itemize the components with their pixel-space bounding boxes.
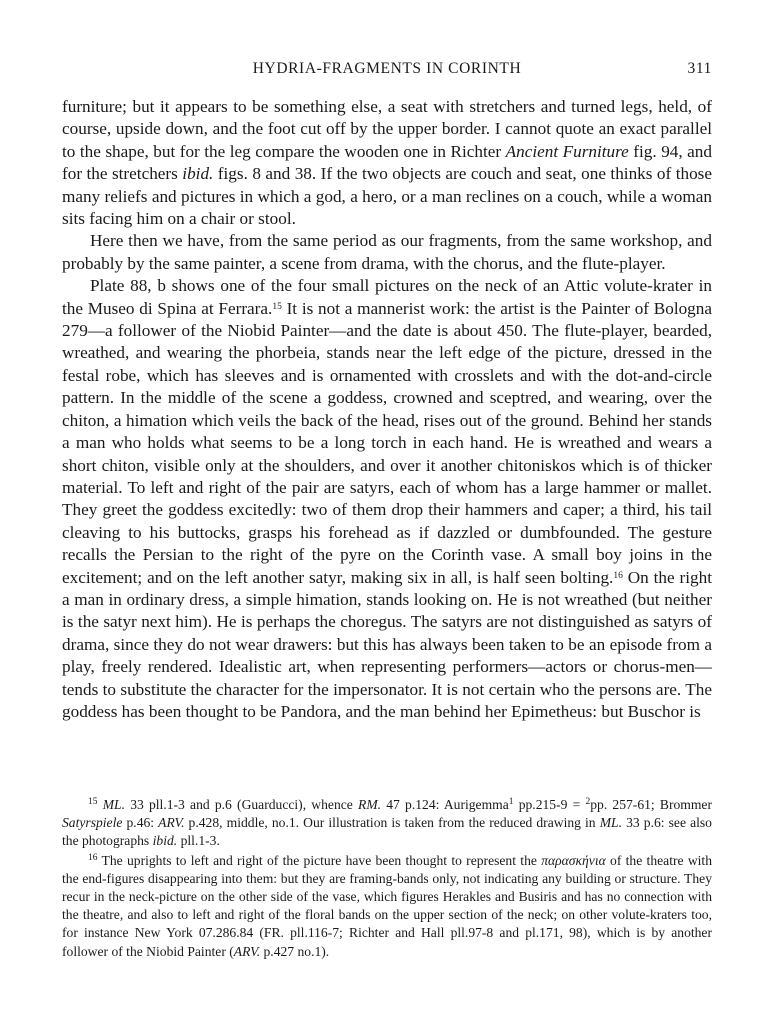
paragraph-scene-from-drama: Here then we have, from the same period as our fragments, from the same workshop, and probably by the same painter, a scene from drama, with the chorus, and the flute-player.	[62, 231, 712, 273]
running-title: HYDRIA-FRAGMENTS IN CORINTH	[252, 60, 522, 77]
footnote-mark: 16	[88, 852, 98, 863]
footnotes	[62, 796, 712, 961]
footnote-mark: 1	[508, 797, 514, 807]
footnote-mark: 2	[585, 797, 591, 807]
italic-text: Satyrspiele	[62, 815, 123, 831]
footnote-15: $^{15}$ ML. 33 pll.1-3 and p.6 (Guarducci), whence RM. 47 p.124: Aurigemma$^1$ pp.215-9 = $^2$pp. 257-61; Brommer Satyrspiele p.46: ARV. p.428, middle, no.1. Our illustration is taken from the reduced drawing in ML. 33 p.6: see also the photographs ibid. pll.1-3.	[62, 797, 712, 849]
paragraph-plate-88: Plate 88, b shows one of the four small pictures on the neck of an Attic volute-krater in the Museo di Spina at Ferrara.$^{15}$ It is not a mannerist work: the artist is the Painter of Bologna 279—a follower of the Niobid Painter—and the date is about 450. The flute-player, bearded, wreathed, and wearing the phorbeia, stands near the left edge of the picture, dressed in the festal robe, which has sleeves and is ornamented with crosslets and with the dot-and-circle pattern. In the middle of the scene a goddess, crowned and sceptred, and wearing, over the chiton, a himation which veils the back of the head, rises out of the ground. Behind her stands a man who holds what seems to be a long torch in each hand. He is wreathed and wears a short chiton, visible only at the shoulders, and over it another chitoniskos which is of thicker material. To left and right of the pair are satyrs, each of whom has a large hammer or mallet. They greet the goddess excitedly: two of them drop their hammers and caper; a third, his tail cleaving to his buttocks, grasps his forehead as if dazzled or dumbfounded. The gesture recalls the Persian to the right of the pyre on the Corinth vase. A small boy joins in the excitement; and on the left another satyr, making six in all, is half seen bolting.$^{16}$ On the right a man in ordinary dress, a simple himation, stands looking on. He is not wreathed (but neither is the satyr next him). He is perhaps the choregus. The satyrs are not distinguished as satyrs of drama, since they do not wear drawers: but this has always been taken to be an episode from a play, freely rendered. Idealistic art, when representing performers—actors or chorus-men—tends to substitute the character for the impersonator. It is not certain who the persons are. The goddess has been thought to be Pandora, and the man behind her Epimetheus: but Buschor is	[62, 276, 713, 721]
italic-text: ARV.	[233, 943, 261, 959]
italic-text: ARV.	[158, 815, 185, 831]
paragraph-furniture: furniture; but it appears to be something else, a seat with stretchers and turned legs, held, of course, upside down, and the foot cut off by the upper border. I cannot quote an exact parallel to the shape, but for the leg compare the wooden one in Richter Ancient Furniture fig. 94, and for the stretchers ibid. figs. 8 and 38. If the two objects are couch and seat, one thinks of those many reliefs and pictures in which a god, a hero, or a man reclines on a couch, while a woman sits facing him on a chair or stool.	[62, 97, 712, 229]
footnote-mark: 15	[272, 301, 282, 312]
footnote-mark: 16	[613, 570, 623, 581]
running-head	[62, 60, 712, 82]
italic-text: ML.	[599, 815, 622, 831]
italic-text: RM.	[358, 797, 382, 812]
footnote-16: $^{16}$ The uprights to left and right of the picture have been thought to represent the παρασκήνια of the theatre with the end-figures disappearing into them: but they are framing-bands only, not indicating any building or structure. They recur in the neck-picture on the other side of the vase, which figures Herakles and Busiris and has no connection with the theatre, and also to left and right of the floral bands on the upper section of the neck; on other volute-kraters too, for instance New York 07.286.84 (FR. pll.116-7; Richter and Hall pll.97-8 and pl.171, 98), which is by another follower of the Niobid Painter (ARV. p.427 no.1).	[62, 852, 712, 959]
italic-text: Ancient Furniture	[505, 141, 629, 161]
body-text	[62, 96, 712, 723]
italic-text: ML.	[102, 797, 125, 812]
italic-text: παρασκήνια	[541, 852, 606, 868]
page-number: 311	[687, 60, 712, 77]
italic-text: ibid.	[152, 833, 178, 849]
footnote-mark: 15	[88, 797, 98, 807]
italic-text: ibid.	[182, 164, 214, 184]
